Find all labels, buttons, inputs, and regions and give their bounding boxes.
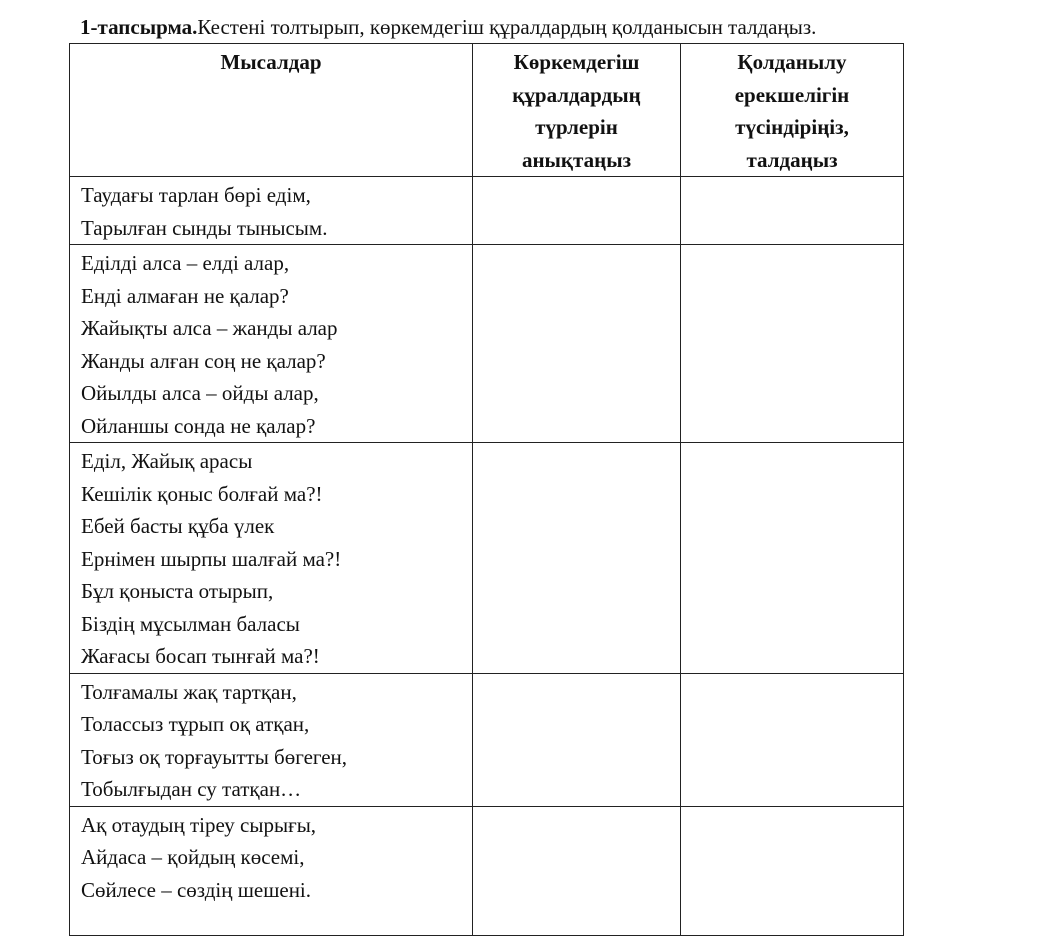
example-cell (70, 177, 473, 245)
header-line: талдаңыз (746, 147, 838, 172)
device-type-cell[interactable] (473, 443, 681, 674)
analysis-cell[interactable] (681, 673, 904, 806)
table-row (70, 673, 904, 806)
verse-line: Ойылды алса – ойды алар, (81, 381, 319, 405)
device-type-cell[interactable] (473, 245, 681, 443)
example-cell (70, 673, 473, 806)
verse-line: Айдаса – қойдың көсемі, (81, 845, 305, 869)
header-examples (70, 44, 473, 177)
verse-line: Сөйлесе – сөздің шешені. (81, 877, 312, 902)
verse-line: Ернімен шырпы шалғай ма?! (81, 546, 342, 571)
verse-line: Еділді алса – елді алар, (81, 251, 290, 275)
verse-line: Бұл қоныста отырып, (81, 579, 274, 603)
verse-line: Ақ отаудың тіреу сырығы, (81, 812, 317, 837)
verse-line: Жағасы босап тынғай ма?! (81, 644, 320, 668)
table-row (70, 177, 904, 245)
header-line: түсіндіріңіз, (735, 115, 849, 139)
verse-line: Тоғыз оқ торғауытты бөгеген, (81, 744, 348, 769)
table-header-row (70, 44, 904, 177)
analysis-cell[interactable] (681, 806, 904, 935)
table-row (70, 443, 904, 674)
verse-line: Біздің мұсылман баласы (81, 611, 300, 636)
header-line: құралдардың (512, 82, 641, 107)
table-row (70, 245, 904, 443)
verse-line: Кешілік қоныс болғай ма?! (81, 481, 323, 506)
verse-line: Жайықты алса – жанды алар (81, 316, 338, 340)
device-type-cell[interactable] (473, 177, 681, 245)
analysis-cell[interactable] (681, 177, 904, 245)
verse-line: Жанды алған соң не қалар? (81, 348, 326, 373)
verse-line: Ойланшы сонда не қалар? (81, 413, 316, 438)
header-line: Көркемдегіш (513, 50, 640, 74)
task-number: 1-тапсырма. (80, 15, 198, 39)
example-cell (70, 806, 473, 935)
verse-line: Енді алмаған не қалар? (81, 283, 289, 308)
analysis-table (69, 43, 904, 936)
example-cell (70, 443, 473, 674)
verse-line: Ебей басты құба үлек (81, 514, 275, 538)
header-usage-analysis (681, 44, 904, 177)
analysis-cell[interactable] (681, 443, 904, 674)
verse-line: Таудағы тарлан бөрі едім, (81, 183, 311, 207)
header-device-types (473, 44, 681, 177)
example-cell (70, 245, 473, 443)
header-line: Қолданылу (737, 50, 847, 74)
device-type-cell[interactable] (473, 673, 681, 806)
header-line: Мысалдар (220, 50, 322, 74)
verse-line: Толассыз тұрып оқ атқан, (81, 712, 310, 736)
table-row (70, 806, 904, 935)
verse-line: Тарылған сынды тынысым. (81, 215, 328, 240)
verse-line: Толғамалы жақ тартқан, (81, 679, 297, 704)
header-line: анықтаңыз (521, 147, 632, 172)
task-text: Кестені толтырып, көркемдегіш құралдардың қолданысын талдаңыз. (197, 15, 817, 39)
task-instruction (80, 14, 816, 40)
verse-line: Еділ, Жайық арасы (81, 449, 253, 473)
header-line: ерекшелігін (734, 82, 850, 107)
device-type-cell[interactable] (473, 806, 681, 935)
analysis-cell[interactable] (681, 245, 904, 443)
header-line: түрлерін (535, 115, 618, 139)
verse-line: Тобылғыдан су татқан… (81, 777, 302, 801)
